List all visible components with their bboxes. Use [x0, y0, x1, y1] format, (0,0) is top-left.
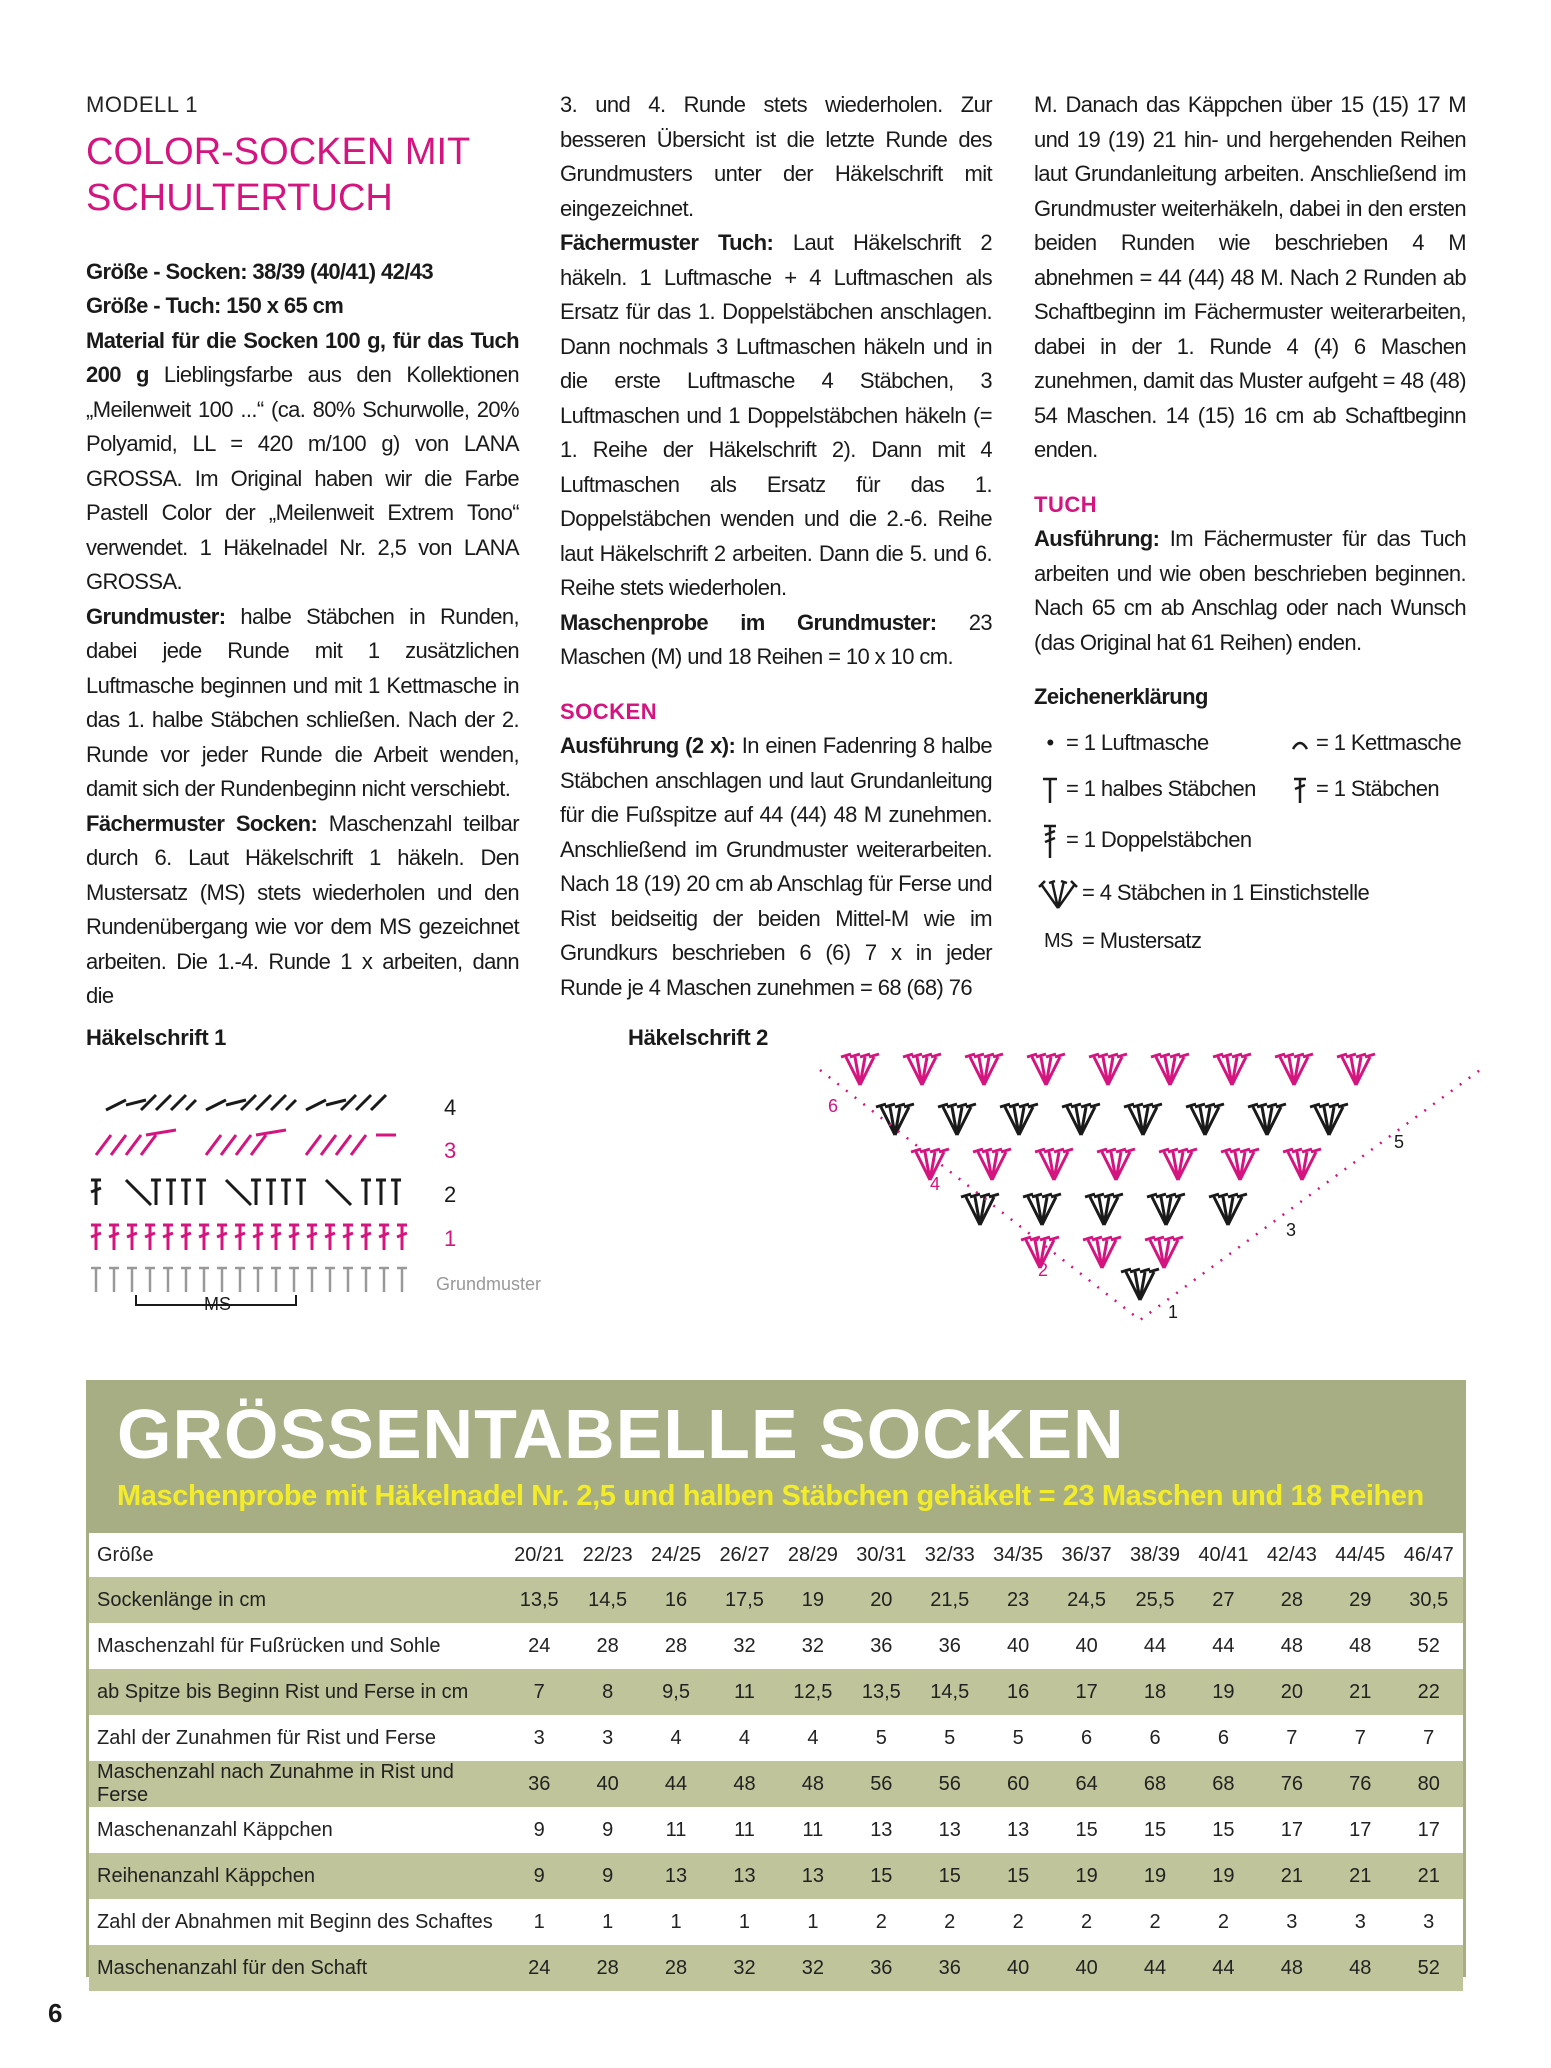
table-cell: 24	[505, 1945, 573, 1991]
table-cell: 5	[944, 1726, 956, 1749]
table-cell: 36	[938, 1634, 961, 1657]
table-cell: 1	[738, 1910, 751, 1933]
table-cell: 6	[1217, 1726, 1229, 1749]
socken-heading: SOCKEN	[560, 698, 658, 724]
table-cell: 20	[847, 1577, 915, 1623]
table-cell: 40	[1052, 1945, 1120, 1991]
title-line-2: SCHULTERTUCH	[86, 176, 393, 219]
text-column-3	[1034, 88, 1466, 965]
table-subtitle: Maschenprobe mit Häkelnadel Nr. 2,5 und halben Stäbchen gehäkelt = 23 Maschen und 18 Reihen	[117, 1480, 1424, 1512]
chart-1-label: Häkelschrift 1	[86, 1025, 227, 1050]
row-label-cell: Zahl der Zunahmen für Rist und Ferse	[97, 1726, 437, 1749]
table-header-banner	[89, 1383, 1463, 1533]
table-cell: 36	[870, 1634, 893, 1657]
table-cell: 9	[573, 1853, 641, 1899]
table-cell: 21	[1394, 1853, 1463, 1899]
table-cell: 27	[1189, 1577, 1257, 1623]
table-cell: 44	[1121, 1945, 1189, 1991]
table-cell: 2	[1149, 1910, 1161, 1933]
table-cell: 56	[847, 1761, 915, 1807]
table-cell: 13	[779, 1853, 847, 1899]
table-cell: 76	[1258, 1761, 1326, 1807]
table-row	[89, 1945, 1463, 1991]
table-cell: 2	[1217, 1910, 1229, 1933]
ms-bracket-label: MS	[204, 1294, 231, 1314]
row-label-cell: Maschenanzahl Käppchen	[97, 1818, 333, 1841]
table-cell: 2	[1081, 1910, 1093, 1933]
double-crochet-icon	[1284, 776, 1316, 804]
header-label-cell: Größe	[97, 1543, 154, 1566]
table-cell: 21,5	[916, 1577, 984, 1623]
table-cell: 52	[1394, 1945, 1463, 1991]
table-cell: 36	[847, 1945, 915, 1991]
size-header-cell: 46/47	[1403, 1543, 1454, 1566]
table-cell: 32	[733, 1634, 756, 1657]
size-header-cell: 22/23	[582, 1543, 633, 1566]
table-cell: 68	[1189, 1761, 1257, 1807]
table-cell: 52	[1417, 1634, 1440, 1657]
table-cell: 24,5	[1052, 1577, 1120, 1623]
table-cell: 11	[734, 1818, 755, 1841]
row-number-2b: 2	[1038, 1260, 1049, 1280]
table-cell: 21	[1326, 1669, 1394, 1715]
table-row	[89, 1577, 1463, 1623]
crochet-chart-1	[86, 1080, 566, 1340]
table-cell: 5	[875, 1726, 887, 1749]
grundmuster-paragraph: Grundmuster: halbe Stäbchen in Runden, dabei jede Runde mit 1 zusätzlichen Luftmasche beginnen und mit 1 Kettmasche in das 1. halbe Stäbchen schließen. Nach der 2. Runde vor jeder Runde die Arbeit wenden, damit sich der Rundenbeginn nicht verschiebt.	[86, 603, 519, 801]
continuation-paragraph: 3. und 4. Runde stets wiederholen. Zur besseren Übersicht ist die letzte Runde des Grundmusters unter der Häkelschrift mit eingezeichnet.	[560, 92, 992, 221]
chain-stitch-icon: •	[1046, 730, 1054, 756]
table-title: GRÖSSENTABELLE SOCKEN	[117, 1395, 1125, 1473]
table-cell: 32	[779, 1945, 847, 1991]
table-cell: 21	[1258, 1853, 1326, 1899]
table-cell: 15	[1212, 1818, 1235, 1841]
table-cell: 8	[573, 1669, 641, 1715]
row-label-cell: Zahl der Abnahmen mit Beginn des Schaftes	[97, 1910, 493, 1933]
size-shawl: Größe - Tuch: 150 x 65 cm	[86, 293, 344, 318]
table-cell: 32	[801, 1634, 825, 1657]
table-cell: 17	[1052, 1669, 1120, 1715]
table-cell: 17	[1349, 1818, 1372, 1841]
row-label-cell: Reihenanzahl Käppchen	[89, 1853, 505, 1899]
table-cell: 28	[573, 1945, 641, 1991]
size-table-grid	[89, 1533, 1463, 1991]
table-cell: 14,5	[916, 1669, 984, 1715]
size-header-cell: 20/21	[514, 1543, 565, 1566]
table-cell: 15	[1075, 1818, 1098, 1841]
table-cell: 19	[1189, 1853, 1257, 1899]
table-cell: 7	[1286, 1726, 1298, 1749]
table-cell: 19	[1052, 1853, 1120, 1899]
table-cell: 23	[984, 1577, 1052, 1623]
faechermuster-socken-paragraph: Fächermuster Socken: Maschenzahl teilbar durch 6. Laut Häkelschrift 1 häkeln. Den Mustersatz (MS) stets wiederholen und den Rundenübergang wie vor dem MS gezeichnet arbeiten. Die 1.-4. Runde 1 x arbeiten, dann die	[86, 810, 519, 1008]
table-cell: 28	[664, 1634, 688, 1657]
table-cell: 6	[1149, 1726, 1161, 1749]
table-cell: 13	[938, 1818, 961, 1841]
row-number-1: 1	[444, 1226, 457, 1251]
table-cell: 3	[602, 1726, 614, 1749]
legend: • = 1 Luftmasche = 1 Kettmasche = 1 halbes Stäbchen = 1 Stäbchen = 1 Doppelstäbchen = 4 Stäbchen in 1 Einstichstelle MS = Mustersatz	[1034, 721, 1466, 965]
size-header-cell: 24/25	[651, 1543, 702, 1566]
table-row	[89, 1853, 1463, 1899]
table-cell: 60	[984, 1761, 1052, 1807]
table-cell: 40	[1007, 1634, 1030, 1657]
size-header-cell: 44/45	[1335, 1543, 1386, 1566]
table-cell: 2	[944, 1910, 956, 1933]
maschenprobe-paragraph: Maschenprobe im Grundmuster: 23 Maschen (M) und 18 Reihen = 10 x 10 cm.	[560, 609, 992, 669]
table-cell: 13,5	[505, 1577, 573, 1623]
table-cell: 9	[533, 1818, 545, 1841]
table-cell: 44	[1189, 1945, 1257, 1991]
size-header-cell: 30/31	[856, 1543, 907, 1566]
table-cell: 19	[779, 1577, 847, 1623]
text-column-1	[86, 88, 519, 1014]
row-number-2: 2	[444, 1182, 457, 1207]
table-cell: 4	[670, 1726, 682, 1749]
table-cell: 4	[807, 1726, 819, 1749]
table-cell: 13	[1007, 1818, 1030, 1841]
table-cell: 15	[984, 1853, 1052, 1899]
size-table	[86, 1380, 1466, 1977]
table-cell: 32	[710, 1945, 778, 1991]
table-cell: 36	[916, 1945, 984, 1991]
table-cell: 40	[1075, 1634, 1098, 1657]
table-cell: 13,5	[847, 1669, 915, 1715]
page-title	[86, 129, 519, 221]
crochet-chart-2	[800, 1040, 1500, 1340]
table-cell: 13	[642, 1853, 710, 1899]
table-cell: 9	[505, 1853, 573, 1899]
size-header-cell: 26/27	[719, 1543, 770, 1566]
table-cell: 9	[602, 1818, 614, 1841]
table-cell: 20	[1258, 1669, 1326, 1715]
table-cell: 76	[1326, 1761, 1394, 1807]
model-label: MODELL 1	[86, 92, 199, 117]
table-row	[89, 1761, 1463, 1807]
table-cell: 3	[1286, 1910, 1298, 1933]
table-cell: 12,5	[779, 1669, 847, 1715]
table-cell: 14,5	[573, 1577, 641, 1623]
title-line-1: COLOR-SOCKEN MIT	[86, 130, 471, 173]
table-cell: 17	[1417, 1818, 1440, 1841]
table-row	[89, 1899, 1463, 1945]
row-label-cell: Maschenzahl nach Zunahme in Rist und Ferse	[89, 1761, 505, 1807]
tuch-heading: TUCH	[1034, 491, 1098, 517]
table-row-header	[89, 1533, 1463, 1577]
size-header-cell: 32/33	[924, 1543, 975, 1566]
table-cell: 1	[807, 1910, 819, 1933]
table-cell: 1	[533, 1910, 545, 1933]
table-cell: 11	[665, 1818, 687, 1841]
row-number-5b: 5	[1394, 1132, 1405, 1152]
table-cell: 30,5	[1394, 1577, 1463, 1623]
size-header-cell: 36/37	[1061, 1543, 1112, 1566]
table-cell: 7	[505, 1669, 573, 1715]
table-cell: 13	[710, 1853, 778, 1899]
table-cell: 5	[1012, 1726, 1024, 1749]
table-cell: 40	[984, 1945, 1052, 1991]
table-cell: 24	[528, 1634, 551, 1657]
table-cell: 44	[1212, 1634, 1235, 1657]
four-dc-fan-icon	[1034, 878, 1082, 910]
table-cell: 11	[802, 1818, 824, 1841]
row-number-1b: 1	[1168, 1302, 1179, 1322]
text-column-2	[560, 88, 992, 1005]
table-cell: 11	[710, 1669, 778, 1715]
table-cell: 48	[1258, 1945, 1326, 1991]
legend-title: Zeichenerklärung	[1034, 684, 1208, 709]
table-cell: 17,5	[710, 1577, 778, 1623]
table-cell: 48	[710, 1761, 778, 1807]
table-cell: 16	[642, 1577, 710, 1623]
table-cell: 1	[602, 1910, 614, 1933]
row-number-6: 6	[828, 1096, 839, 1116]
table-cell: 21	[1326, 1853, 1394, 1899]
table-cell: 15	[916, 1853, 984, 1899]
continuation-paragraph-3: M. Danach das Käppchen über 15 (15) 17 M und 19 (19) 21 hin- und hergehenden Reihen laut Grundanleitung arbeiten. Anschließend im Grundmuster weiterhäkeln, dabei in den ersten beiden Runden wie beschrieben 4 M abnehmen = 44 (44) 48 M. Nach 2 Runden ab Schaftbeginn im Fächermuster weiterarbeiten, dabei in der 1. Runde 4 (4) 6 Maschen zunehmen, damit das Muster aufgeht = 48 (48) 54 Maschen. 14 (15) 16 cm ab Schaftbeginn enden.	[1034, 92, 1466, 462]
page-number: 6	[48, 1998, 63, 2028]
row-number-3: 3	[444, 1138, 457, 1163]
material-paragraph: Material für die Socken 100 g, für das Tuch 200 g Lieblingsfarbe aus den Kollektionen „Meilenweit 100 ...“ (ca. 80% Schurwolle, 20% Polyamid, LL = 420 m/100 g) von LANA GROSSA. Im Original haben wir die Farbe Pastell Color der „Meilenweit Extrem Tono“ verwendet. 1 Häkelnadel Nr. 2,5 von LANA GROSSA.	[86, 327, 520, 594]
table-cell: 9,5	[642, 1669, 710, 1715]
table-row	[89, 1807, 1463, 1853]
size-header-cell: 42/43	[1266, 1543, 1317, 1566]
row-label-cell: Sockenlänge in cm	[89, 1577, 505, 1623]
table-cell: 64	[1052, 1761, 1120, 1807]
table-cell: 40	[573, 1761, 641, 1807]
table-row	[89, 1715, 1463, 1761]
table-cell: 28	[1258, 1577, 1326, 1623]
table-cell: 48	[1326, 1945, 1394, 1991]
table-cell: 56	[916, 1761, 984, 1807]
slip-stitch-icon	[1284, 737, 1316, 751]
table-cell: 44	[1143, 1634, 1167, 1657]
table-cell: 28	[596, 1634, 619, 1657]
row-number-4b: 4	[930, 1174, 941, 1194]
ms-symbol: MS	[1044, 930, 1073, 953]
size-header-cell: 34/35	[993, 1543, 1044, 1566]
table-cell: 3	[533, 1726, 545, 1749]
table-cell: 18	[1121, 1669, 1189, 1715]
row-label-cell: Maschenanzahl für den Schaft	[89, 1945, 505, 1991]
ausfuehrung-tuch-paragraph: Ausführung: Im Fächermuster für das Tuch arbeiten und wie oben beschrieben beginnen. Nach 65 cm ab Anschlag oder nach Wunsch (das Original hat 61 Reihen) enden.	[1034, 526, 1466, 655]
table-cell: 1	[670, 1910, 682, 1933]
size-header-cell: 40/41	[1198, 1543, 1249, 1566]
table-cell: 80	[1394, 1761, 1463, 1807]
table-cell: 2	[1012, 1910, 1024, 1933]
table-row	[89, 1623, 1463, 1669]
table-cell: 15	[1143, 1818, 1167, 1841]
table-cell: 2	[875, 1910, 887, 1933]
table-cell: 3	[1423, 1910, 1435, 1933]
table-cell: 48	[779, 1761, 847, 1807]
size-socks: Größe - Socken: 38/39 (40/41) 42/43	[86, 258, 434, 284]
table-cell: 3	[1354, 1910, 1366, 1933]
table-cell: 22	[1394, 1669, 1463, 1715]
table-cell: 44	[642, 1761, 710, 1807]
table-cell: 4	[738, 1726, 751, 1749]
size-header-cell: 28/29	[787, 1543, 838, 1566]
table-row	[89, 1669, 1463, 1715]
table-cell: 16	[984, 1669, 1052, 1715]
row-label-cell: ab Spitze bis Beginn Rist und Ferse in cm	[89, 1669, 505, 1715]
table-cell: 48	[1280, 1634, 1303, 1657]
size-header-cell: 38/39	[1129, 1543, 1181, 1566]
table-cell: 17	[1280, 1818, 1303, 1841]
table-cell: 48	[1349, 1634, 1372, 1657]
table-cell: 15	[847, 1853, 915, 1899]
half-double-crochet-icon	[1034, 776, 1066, 804]
table-cell: 13	[870, 1818, 893, 1841]
chart-2-label: Häkelschrift 2	[628, 1025, 769, 1050]
row-number-4: 4	[444, 1095, 457, 1120]
table-cell: 29	[1326, 1577, 1394, 1623]
table-cell: 28	[642, 1945, 710, 1991]
table-cell: 7	[1354, 1726, 1366, 1749]
table-cell: 6	[1081, 1726, 1093, 1749]
faechermuster-tuch-paragraph: Fächermuster Tuch: Laut Häkelschrift 2 häkeln. 1 Luftmasche + 4 Luftmaschen als Ersatz für das 1. Doppelstäbchen anschlagen. Dann nochmals 3 Luftmaschen häkeln und in die erste Luftmasche 4 Stäbchen, 3 Luftmaschen und 1 Doppelstäbchen häkeln (= 1. Reihe der Häkelschrift 2). Dann mit 4 Luftmaschen als Ersatz für das 1. Doppelstäbchen wenden und die 2.-6. Reihe laut Häkelschrift 2 arbeiten. Dann die 5. und 6. Reihe stets wiederholen.	[560, 230, 992, 600]
row-label-cell: Maschenzahl für Fußrücken und Sohle	[97, 1634, 441, 1657]
table-cell: 19	[1121, 1853, 1189, 1899]
ausfuehrung-socken-paragraph: Ausführung (2 x): In einen Fadenring 8 halbe Stäbchen anschlagen und laut Grundanleitung für die Fußspitze auf 44 (44) 48 M zunehmen. Anschließend im Grundmuster weiterarbeiten. Nach 18 (19) 20 cm ab Anschlag für Ferse und Rist beidseitig der beiden Mittel-M wie im Grundkurs beschrieben 6 (6) 7 x in jeder Runde je 4 Maschen zunehmen = 68 (68) 76	[560, 733, 993, 1000]
row-number-3b: 3	[1286, 1220, 1297, 1240]
table-cell: 19	[1189, 1669, 1257, 1715]
table-cell: 36	[505, 1761, 573, 1807]
grundmuster-label: Grundmuster	[436, 1274, 542, 1294]
table-cell: 68	[1121, 1761, 1189, 1807]
treble-crochet-icon	[1034, 823, 1066, 859]
table-cell: 7	[1423, 1726, 1435, 1749]
table-cell: 25,5	[1121, 1577, 1189, 1623]
